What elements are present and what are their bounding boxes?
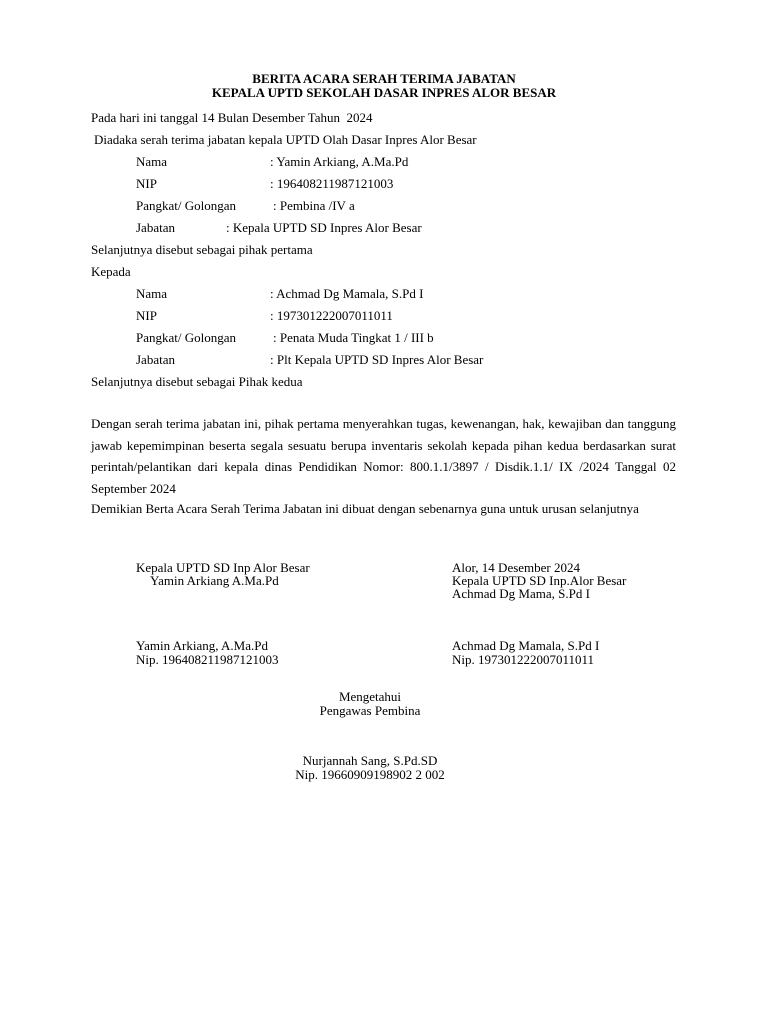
left-signatory-name-under-role: Yamin Arkiang A.Ma.Pd [150, 573, 279, 588]
witness-nip: Nip. 19660909198902 2 002 [295, 767, 445, 782]
second-party-jabatan-label: Jabatan [136, 352, 175, 367]
witness-name: Nurjannah Sang, S.Pd.SD [302, 753, 438, 768]
first-party-nip-value: : 196408211987121003 [270, 176, 394, 191]
intro-date-line: Pada hari ini tanggal 14 Bulan Desember Tahun 2024 [91, 110, 373, 125]
first-party-nama-value: : Yamin Arkiang, A.Ma.Pd [270, 154, 409, 169]
first-party-jabatan-value: : Kepala UPTD SD Inpres Alor Besar [226, 220, 422, 235]
kepada-label: Kepada [91, 264, 131, 279]
witness-label-pengawas: Pengawas Pembina [319, 703, 421, 718]
right-place-date: Alor, 14 Desember 2024 [452, 560, 581, 575]
first-party-closing: Selanjutnya disebut sebagai pihak pertama [91, 242, 313, 257]
second-party-pangkat-value: : Penata Muda Tingkat 1 / III b [273, 330, 434, 345]
first-party-jabatan-label: Jabatan [136, 220, 175, 235]
first-party-pangkat-value: : Pembina /IV a [273, 198, 355, 213]
second-party-nip-value: : 197301222007011011 [270, 308, 393, 323]
left-signatory-name: Yamin Arkiang, A.Ma.Pd [136, 638, 268, 653]
intro-purpose-line: Diadaka serah terima jabatan kepala UPTD Olah Dasar Inpres Alor Besar [94, 132, 477, 147]
second-party-jabatan-value: : Plt Kepala UPTD SD Inpres Alor Besar [270, 352, 484, 367]
right-signatory-role: Kepala UPTD SD Inp.Alor Besar [452, 573, 627, 588]
first-party-pangkat-label: Pangkat/ Golongan [136, 198, 237, 213]
second-party-closing: Selanjutnya disebut sebagai Pihak kedua [91, 374, 303, 389]
document-title-line2: KEPALA UPTD SEKOLAH DASAR INPRES ALOR BESAR [211, 85, 557, 100]
second-party-pangkat-label: Pangkat/ Golongan [136, 330, 237, 345]
second-party-nama-value: : Achmad Dg Mamala, S.Pd I [270, 286, 424, 301]
right-signatory-nip: Nip. 197301222007011011 [452, 652, 595, 667]
right-signatory-name: Achmad Dg Mamala, S.Pd I [452, 638, 600, 653]
first-party-nip-label: NIP [136, 176, 157, 191]
closing-paragraph: Demikian Berta Acara Serah Terima Jabatan ini dibuat dengan sebenarnya guna untuk urusan selanjutnya [91, 501, 639, 516]
left-signatory-role: Kepala UPTD SD Inp Alor Besar [136, 560, 310, 575]
second-party-nama-label: Nama [136, 286, 168, 301]
right-signatory-name-under-role: Achmad Dg Mama, S.Pd I [452, 586, 590, 601]
first-party-nama-label: Nama [136, 154, 168, 169]
document-title-line1: BERITA ACARA SERAH TERIMA JABATAN [252, 71, 516, 86]
body-paragraph: Dengan serah terima jabatan ini, pihak pertama menyerahkan tugas, kewenangan, hak, kewajiban dan tanggung jawab kepemimpinan beserta segala sesuatu berupa inventaris sekolah kepada pihan kedua berdasarkan surat perintah/pelantikan dari kepala dinas Pendidikan Nomor: 800.1.1/3897 / Disdik.1.1/ IX /2024 Tanggal 02 September 2024 [91, 416, 676, 496]
left-signatory-nip: Nip. 196408211987121003 [136, 652, 279, 667]
second-party-nip-label: NIP [136, 308, 157, 323]
witness-label-mengetahui: Mengetahui [338, 689, 402, 704]
